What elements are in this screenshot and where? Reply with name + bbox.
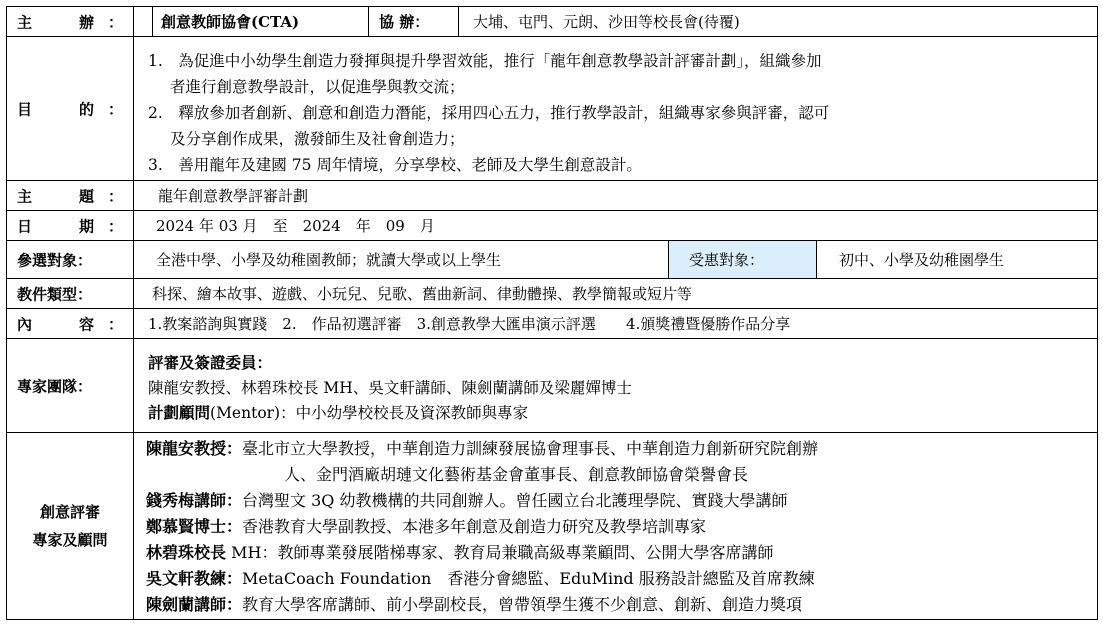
theme-row <box>6 180 1098 210</box>
organizer-row <box>6 6 1098 36</box>
organizer-label: 主 辦 ： <box>7 7 134 36</box>
advisors-row <box>6 432 1098 620</box>
types-label: 教件類型： <box>7 279 134 308</box>
date-value: 2024 年 03 月 至 2024 年 09 月 <box>156 217 435 235</box>
theme-value: 龍年創意教學評審計劃 <box>158 187 309 205</box>
co-organizer-value: 大埔、屯門、元朗、沙田等校長會(待覆) <box>473 13 740 31</box>
advisor-item: 陳劍蘭講師：教育大學客席講師、前小學副校長，曾帶領學生獲不少創意、創新、創造力獎項 <box>146 595 803 614</box>
organizer-value: 創意教師協會(CTA) <box>152 7 369 36</box>
beneficiary-label: 受惠對象： <box>668 241 817 278</box>
participants-row <box>6 240 1098 278</box>
expert-team-label: 專家團隊： <box>7 339 134 432</box>
participants-label: 參選對象： <box>7 241 134 278</box>
date-label: 日 期 ： <box>7 211 134 240</box>
advisor-item: 陳龍安教授：臺北市立大學教授，中華創造力訓練發展協會理事長、中華創造力創新研究院創辦 <box>146 439 819 458</box>
content-value: 1.教案諮詢與實踐 2. 作品初選評審 3.創意教學大匯串演示評選 4.頒獎禮暨優勝作品分享 <box>148 315 791 333</box>
participants-value: 全港中學、小學及幼稚園教師；就讀大學或以上學生 <box>156 251 502 269</box>
purpose-line-5: 3. 善用龍年及建國 75 周年情境，分享學校、老師及大學生創意設計。 <box>148 156 642 174</box>
advisor-item: 吳文軒教練：MetaCoach Foundation 香港分會總監、EduMind 服務設計總監及首席教練 <box>146 569 815 588</box>
expert-team-row <box>6 338 1098 432</box>
advisors-content <box>134 433 1097 619</box>
purpose-label: 目 的 ： <box>7 37 134 180</box>
purpose-row <box>6 36 1098 180</box>
expert-team-content <box>134 339 1097 432</box>
co-organizer-label: 協 辦： <box>369 7 459 36</box>
date-row <box>6 210 1098 240</box>
content-row <box>6 308 1098 338</box>
expert-team-heading: 評審及簽證委員： <box>148 353 273 372</box>
purpose-content <box>134 37 1097 180</box>
purpose-line-2: 者進行創意教學設計，以促進學與教交流； <box>170 78 465 96</box>
advisors-label: 創意評審 專家及顧問 <box>7 433 134 619</box>
advisor-item: 錢秀梅講師：台灣聖文 3Q 幼教機構的共同創辦人。曾任國立台北護理學院、實踐大學講師 <box>146 491 788 510</box>
advisor-item: 鄭慕賢博士：香港教育大學副教授、本港多年創意及創造力研究及教學培訓專家 <box>146 517 707 536</box>
theme-label: 主 題 ： <box>7 181 134 210</box>
purpose-line-3: 2. 釋放參加者創新、創意和創造力潛能，採用四心五力，推行教學設計，組織專家參與評審，認可 <box>148 104 830 122</box>
advisor-item: 林碧珠校長 MH：教師專業發展階梯專家、教育局兼職高級專業顧問、公開大學客席講師 <box>146 543 774 562</box>
advisor-item: 人、金門酒廠胡璉文化藝術基金會董事長、創意教師協會榮譽會長 <box>284 465 749 484</box>
content-label: 內 容 ： <box>7 309 134 338</box>
purpose-line-1: 1. 為促進中小幼學生創造力發揮與提升學習效能，推行「龍年創意教學設計評審計劃」，組織參加 <box>148 52 822 70</box>
types-value: 科探、繪本故事、遊戲、小玩兒、兒歌、舊曲新詞、律動體操、教學簡報或短片等 <box>152 285 693 303</box>
expert-team-members: 陳龍安教授、林碧珠校長 MH、吳文軒講師、陳劍蘭講師及梁麗嬋博士 <box>148 379 632 397</box>
purpose-line-4: 及分享創作成果，激發師生及社會創造力； <box>170 130 465 148</box>
expert-team-mentor: 計劃顧問(Mentor)：中小幼學校校長及資深教師與專家 <box>148 403 529 422</box>
beneficiary-value: 初中、小學及幼稚園學生 <box>839 251 1005 269</box>
types-row <box>6 278 1098 308</box>
project-info-table <box>6 6 1098 620</box>
